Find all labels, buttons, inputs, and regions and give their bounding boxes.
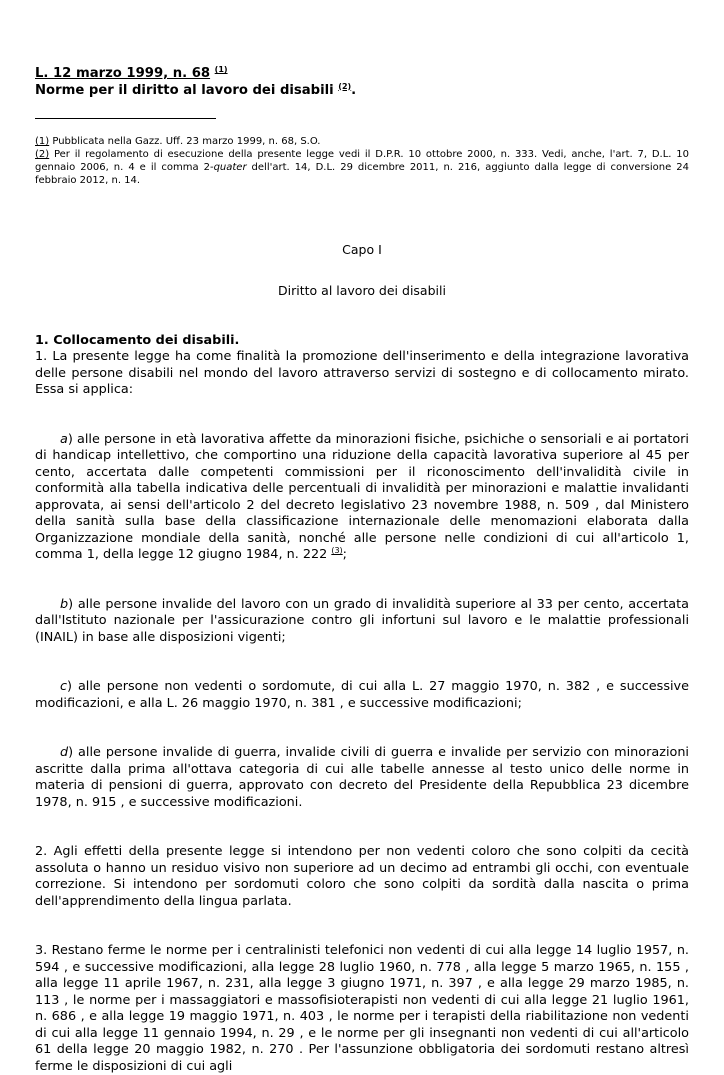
law-title-text: Norme per il diritto al lavoro dei disabili [35,82,334,98]
law-title: Norme per il diritto al lavoro dei disabili $^{(2)}$. [35,81,357,98]
footnotes [35,135,689,187]
document-page [35,66,689,1075]
article-paragraph-2: 2. Agli effetti della presente legge si intendono per non vedenti coloro che sono colpiti da cecità assoluta o hanno un residuo visivo non superiore ad un decimo ad entrambi gli occhi, con eventuale correzione. Si intendono per sordomuti coloro che sono colpiti da sordità dalla nascita o prima dell'apprendimento della lingua parlata. [35,844,689,909]
footnote-divider [35,118,216,119]
letter-b: b) alle persone invalide del lavoro con un grado di invalidità superiore al 33 per cento, accertata dall'Istituto nazionale per l'assicurazione contro gli infortuni sul lavoro e le malattie professionali (INAIL) in base alle disposizioni vigenti; [35,596,689,645]
footnote-link-1[interactable]: (1) [214,65,228,74]
article-paragraph-3: 3. Restano ferme le norme per i centralinisti telefonici non vedenti di cui alla legge 14 luglio 1957, n. 594 , e successive modificazioni, alla legge 28 luglio 1960, n. 778 , alla legge 5 marzo 1965, n. 155 , alla legge 11 aprile 1967, n. 231, alla legge 3 giugno 1971, n. 397 , e alla legge 29 marzo 1985, n. 113 , le norme per i massaggiatori e massofisioterapisti non vedenti di cui alla legge 21 luglio 1961, n. 686 , e alla legge 19 maggio 1971, n. 403 , le norme per i terapisti della riabilitazione non vedenti di cui alla legge 11 gennaio 1994, n. 29 , e le norme per gli insegnanti non vedenti di cui all'articolo 61 della legge 20 maggio 1982, n. 270 . Per l'assunzione obbligatoria dei sordomuti restano altresì ferme le disposizioni di cui agli [35,943,689,1074]
letter-c: c) alle persone non vedenti o sordomute, di cui alla L. 27 maggio 1970, n. 382 , e successive modificazioni, e alla L. 26 maggio 1970, n. 381 , e successive modificazioni; [35,679,689,711]
footnote-1-anchor[interactable]: (1) [35,136,50,147]
chapter-title: Diritto al lavoro dei disabili [278,283,446,298]
law-reference [35,66,689,83]
law-heading [35,66,689,99]
law-reference-text: L. 12 marzo 1999, n. 68 [35,66,211,81]
article-title: 1. Collocamento dei disabili. [35,333,240,348]
footnote-2-anchor[interactable]: (2) [35,149,50,160]
footnote-2: (2) Per il regolamento di esecuzione della presente legge vedi il D.P.R. 10 ottobre 2000, n. 333. Vedi, anche, l'art. 7, D.L. 10 gennaio 2006, n. 4 e il comma 2-quater dell'art. 14, D.L. 29 dicembre 2011, n. 216, aggiunto dalla legge di conversione 24 febbraio 2012, n. 14. [35,149,689,186]
letter-a: a) alle persone in età lavorativa affette da minorazioni fisiche, psichiche o sensoriali e ai portatori di handicap intellettivo, che comportino una riduzione della capacità lavorativa superiore al 45 per cento, accertata dalle competenti commissioni per il riconoscimento dell'invalidità civile in conformità alla tabella indicativa delle percentuali di invalidità per minorazioni e malattie invalidanti approvata, ai sensi dell'articolo 2 del decreto legislativo 23 novembre 1988, n. 509 , dal Ministero della sanità sulla base della classificazione internazionale delle menomazioni elaborata dalla Organizzazione mondiale della sanità, nonché alle persone nelle condizioni di cui all'articolo 1, comma 1, della legge 12 giugno 1984, n. 222 $^{(3)}$; [35,431,689,562]
chapter-number: Capo I [342,242,382,257]
footnote-link-3[interactable]: (3) [331,546,343,555]
article-paragraph-1: 1. La presente legge ha come finalità la promozione dell'inserimento e della integrazione lavorativa delle persone disabili nel mondo del lavoro attraverso servizi di sostegno e di collocamento mirato. Essa si applica: [35,349,689,397]
footnote-link-2[interactable]: (2) [338,81,352,91]
footnote-1: (1) Pubblicata nella Gazz. Uff. 23 marzo 1999, n. 68, S.O. [35,136,321,147]
letter-d: d) alle persone invalide di guerra, invalide civili di guerra e invalide per servizio con minorazioni ascritte dalla prima all'ottava categoria di cui alle tabelle annesse al testo unico delle norme in materia di pensioni di guerra, approvato con decreto del Presidente della Repubblica 23 dicembre 1978, n. 915 , e successive modificazioni. [35,745,689,810]
